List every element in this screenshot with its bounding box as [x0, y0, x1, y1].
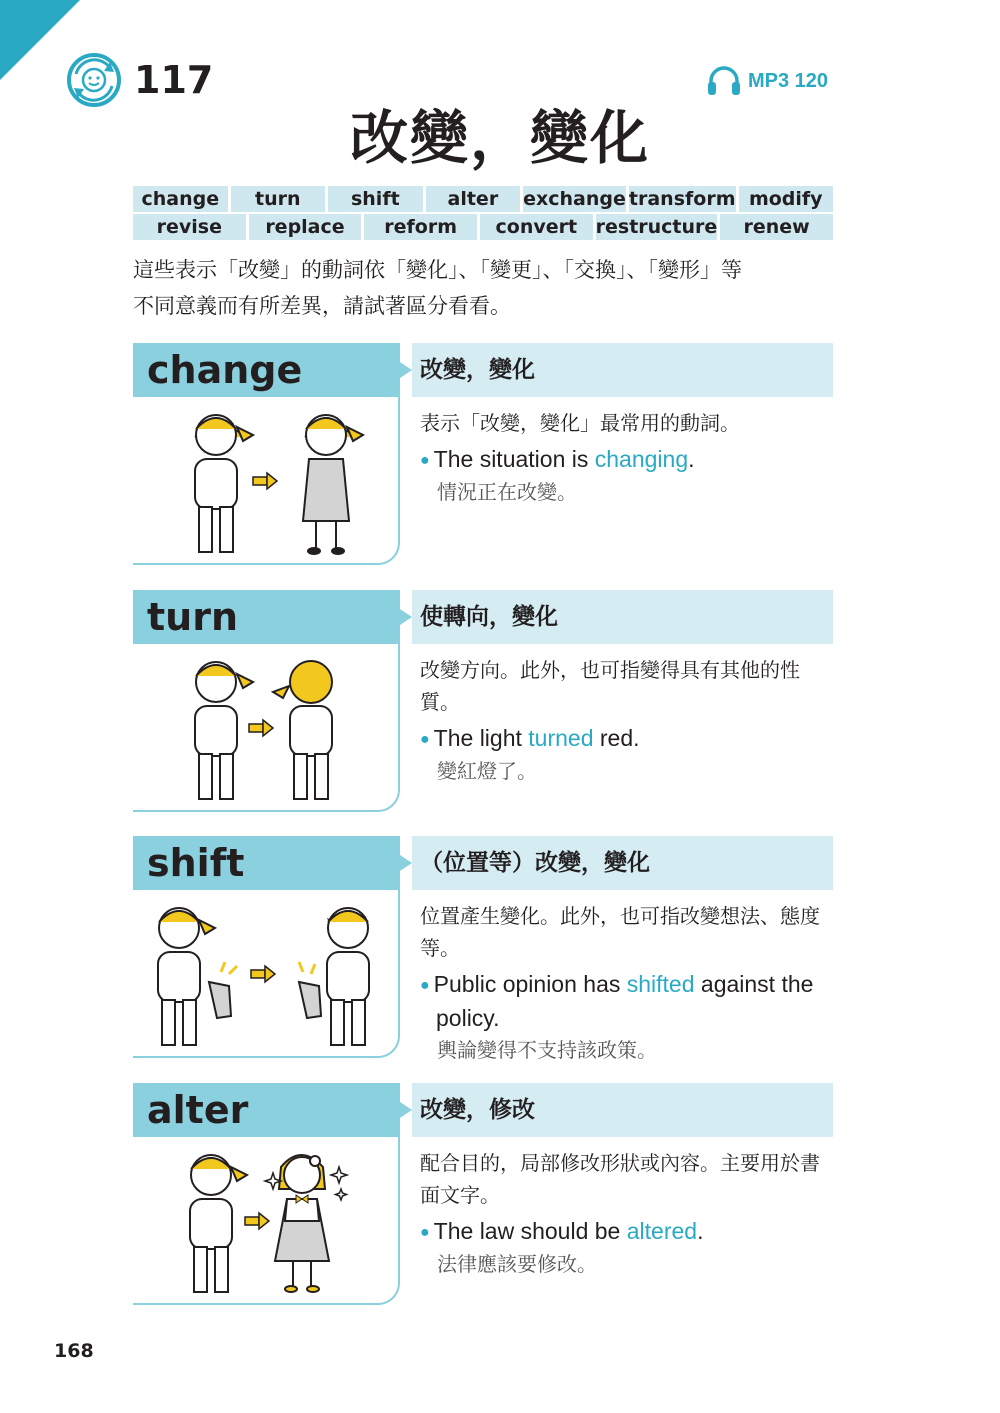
- example-sentence: [420, 443, 833, 477]
- entry-change: [133, 343, 833, 565]
- example-text: .: [697, 1218, 704, 1244]
- headphones-icon: [706, 66, 742, 96]
- entry-word: shift: [133, 836, 400, 890]
- illustration: [133, 644, 400, 812]
- pointer-arrow-icon: [400, 362, 412, 378]
- word-cell: restructure: [595, 216, 718, 238]
- entry-word: alter: [133, 1083, 400, 1137]
- entry-meaning: 改變，變化: [412, 343, 833, 397]
- example-text: The law should be: [433, 1218, 627, 1244]
- word-cell: modify: [739, 186, 834, 212]
- entry-description: 表示「改變，變化」最常用的動詞。: [420, 411, 740, 435]
- entry-word: turn: [133, 590, 400, 644]
- example-highlight: changing: [594, 446, 689, 472]
- example-highlight: shifted: [626, 971, 695, 997]
- word-cell: convert: [480, 214, 593, 240]
- audio-track[interactable]: [706, 66, 828, 96]
- audio-label: MP3 120: [748, 69, 829, 92]
- example-sentence: [420, 1215, 833, 1249]
- entry-meaning: 改變，修改: [412, 1083, 833, 1137]
- word-cell: alter: [426, 186, 521, 212]
- bullet-icon: ●: [420, 452, 430, 470]
- illustration: [133, 397, 400, 565]
- example-text: against the policy.: [436, 971, 814, 1032]
- change-illustration: [133, 397, 398, 563]
- example-text: Public opinion has: [433, 971, 627, 997]
- bullet-icon: ●: [420, 977, 430, 995]
- alter-illustration: [133, 1137, 398, 1303]
- example-highlight: altered: [626, 1218, 698, 1244]
- unit-number: 117: [134, 58, 214, 102]
- entry-description: 改變方向。此外，也可指變得具有其他的性質。: [420, 658, 800, 714]
- word-cell: reform: [364, 214, 477, 240]
- page-number: 168: [54, 1340, 94, 1362]
- illustration: [133, 1137, 400, 1305]
- word-cell: exchange: [523, 188, 626, 210]
- example-translation: 輿論變得不支持該政策。: [437, 1038, 657, 1063]
- example-text: The light: [433, 725, 529, 751]
- entry-turn: [133, 590, 833, 812]
- turn-illustration: [133, 644, 398, 810]
- intro-text: [133, 252, 843, 324]
- entry-alter: [133, 1083, 833, 1305]
- example-translation: 情況正在改變。: [437, 480, 577, 505]
- page-title: 改變，變化: [349, 104, 650, 172]
- shift-illustration: [133, 890, 398, 1056]
- word-cell: renew: [720, 214, 833, 240]
- word-cell: replace: [249, 214, 362, 240]
- example-translation: 法律應該要修改。: [437, 1252, 597, 1277]
- word-cell: revise: [133, 214, 246, 240]
- intro-line: 不同意義而有所差異，請試著區分看看。: [133, 294, 511, 318]
- word-cell: transform: [628, 188, 736, 210]
- entry-meaning: 使轉向，變化: [412, 590, 833, 644]
- example-translation: 變紅燈了。: [437, 759, 537, 784]
- pointer-arrow-icon: [400, 1102, 412, 1118]
- word-cell: change: [133, 186, 228, 212]
- entry-description: 配合目的，局部修改形狀或內容。主要用於書面文字。: [420, 1151, 820, 1207]
- pointer-arrow-icon: [400, 609, 412, 625]
- word-cell: shift: [328, 186, 423, 212]
- entry-description: 位置產生變化。此外，也可指改變想法、態度等。: [420, 904, 820, 960]
- example-text: red.: [593, 725, 640, 751]
- example-sentence: [420, 722, 833, 756]
- pointer-arrow-icon: [400, 855, 412, 871]
- entry-meaning: （位置等）改變，變化: [412, 836, 833, 890]
- entry-word: change: [133, 343, 400, 397]
- bullet-icon: ●: [420, 1224, 430, 1242]
- entry-shift: [133, 836, 833, 1065]
- illustration: [133, 890, 400, 1058]
- word-cell: turn: [231, 186, 326, 212]
- example-text: .: [688, 446, 695, 472]
- word-row: [133, 186, 833, 212]
- example-sentence: [420, 968, 833, 1035]
- word-list: [133, 186, 833, 242]
- bullet-icon: ●: [420, 731, 430, 749]
- word-row: [133, 214, 833, 240]
- example-text: The situation is: [433, 446, 595, 472]
- example-highlight: turned: [528, 725, 594, 751]
- intro-line: 這些表示「改變」的動詞依「變化」、「變更」、「交換」、「變形」等: [133, 258, 742, 282]
